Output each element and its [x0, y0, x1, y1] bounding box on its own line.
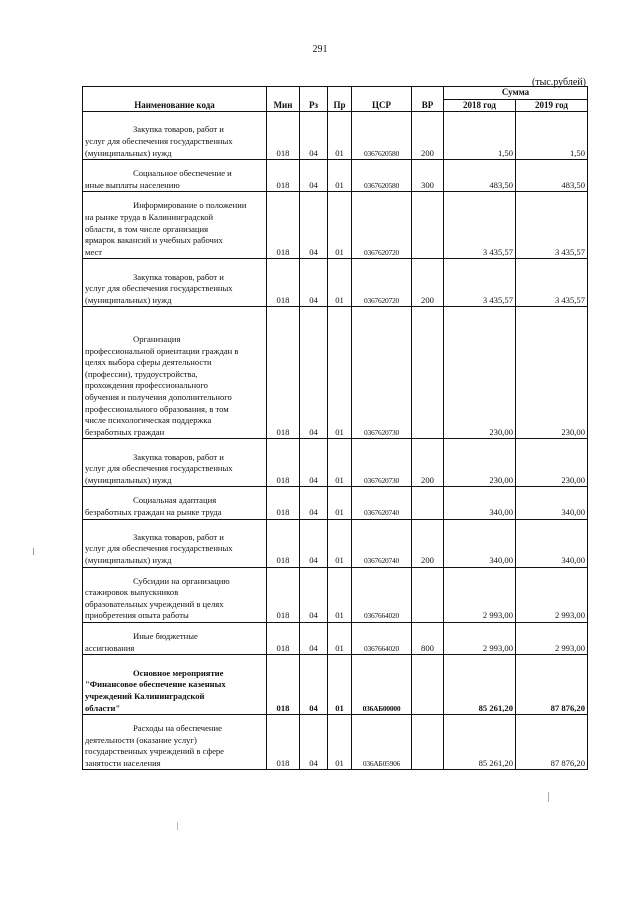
- cell-csr: 0367620730: [352, 307, 412, 439]
- cell-pr: 01: [328, 622, 352, 654]
- cell-vr: [412, 307, 444, 439]
- cell-min: 018: [267, 307, 300, 439]
- cell-name-line: (профессии), трудоустройства,: [85, 368, 198, 379]
- cell-rz: 04: [300, 160, 328, 192]
- table-row: [83, 567, 588, 622]
- cell-name-line: Закупка товаров, работ и: [133, 531, 224, 542]
- cell-rz: 04: [300, 487, 328, 519]
- cell-name-line: (муниципальных) нужд: [85, 554, 172, 565]
- cell-2019: 87 876,20: [516, 655, 588, 715]
- cell-csr: 0367664020: [352, 567, 412, 622]
- cell-pr: 01: [328, 259, 352, 307]
- cell-vr: [412, 567, 444, 622]
- cell-name-line: безработных граждан на рынке труда: [85, 506, 222, 517]
- cell-vr: 200: [412, 259, 444, 307]
- cell-csr: 0367620580: [352, 160, 412, 192]
- cell-min: 018: [267, 487, 300, 519]
- cell-min: 018: [267, 519, 300, 567]
- cell-name-line: Субсидии на организацию: [133, 575, 230, 586]
- cell-name-line: деятельности (оказание услуг): [85, 734, 197, 745]
- scan-speck: [548, 792, 549, 802]
- cell-name: [83, 439, 267, 487]
- cell-rz: 04: [300, 655, 328, 715]
- cell-name-line: услуг для обеспечения государственных: [85, 136, 233, 146]
- cell-name-line: стажировок выпускников: [85, 587, 179, 598]
- table-row: [83, 715, 588, 770]
- cell-2018: 230,00: [444, 439, 516, 487]
- cell-csr: 0367620580: [352, 112, 412, 160]
- cell-vr: 200: [412, 439, 444, 487]
- cell-2019: 3 435,57: [516, 192, 588, 259]
- cell-name-line: образовательных учреждений в целях: [85, 598, 224, 609]
- cell-vr: [412, 487, 444, 519]
- scan-speck: [177, 822, 178, 830]
- cell-rz: 04: [300, 307, 328, 439]
- cell-vr: 300: [412, 160, 444, 192]
- cell-pr: 01: [328, 160, 352, 192]
- header-2018: 2018 год: [444, 99, 516, 112]
- cell-2018: 340,00: [444, 519, 516, 567]
- cell-min: 018: [267, 192, 300, 259]
- cell-min: 018: [267, 439, 300, 487]
- cell-name-line: обучения и получения дополнительного: [85, 391, 232, 402]
- cell-name-line: целях выбора сферы деятельности: [85, 357, 212, 368]
- budget-table: [82, 86, 588, 770]
- table-row: [83, 307, 588, 439]
- cell-csr: 036АБ00000: [352, 655, 412, 715]
- cell-name-line: (муниципальных) нужд: [85, 474, 172, 485]
- cell-2018: 230,00: [444, 307, 516, 439]
- cell-2018: 3 435,57: [444, 192, 516, 259]
- cell-name-line: приобретения опыта работы: [85, 610, 189, 621]
- header-vr: ВР: [412, 87, 444, 112]
- table-row: [83, 439, 588, 487]
- cell-name-line: учреждений Калининградской: [85, 690, 205, 701]
- cell-name-line: государственных учреждений в сфере: [85, 746, 224, 757]
- cell-csr: 0367620740: [352, 487, 412, 519]
- cell-2018: 85 261,20: [444, 655, 516, 715]
- cell-min: 018: [267, 567, 300, 622]
- cell-pr: 01: [328, 192, 352, 259]
- cell-rz: 04: [300, 622, 328, 654]
- cell-csr: 0367620740: [352, 519, 412, 567]
- cell-name-line: услуг для обеспечения государственных: [85, 463, 233, 474]
- cell-name-line: Иные бюджетные: [133, 630, 198, 641]
- cell-2019: 1,50: [516, 112, 588, 160]
- cell-pr: 01: [328, 567, 352, 622]
- cell-pr: 01: [328, 519, 352, 567]
- cell-name: [83, 112, 267, 160]
- cell-name-line: (муниципальных) нужд: [85, 294, 172, 305]
- cell-2019: 2 993,00: [516, 567, 588, 622]
- cell-rz: 04: [300, 715, 328, 770]
- table-body: [83, 112, 588, 770]
- cell-min: 018: [267, 715, 300, 770]
- table-row: [83, 655, 588, 715]
- cell-2019: 3 435,57: [516, 259, 588, 307]
- cell-name-line: Социальное обеспечение и: [133, 168, 232, 179]
- cell-rz: 04: [300, 112, 328, 160]
- cell-pr: 01: [328, 487, 352, 519]
- cell-name-line: услуг для обеспечения государственных: [85, 543, 233, 554]
- cell-rz: 04: [300, 519, 328, 567]
- cell-2019: 340,00: [516, 519, 588, 567]
- cell-min: 018: [267, 655, 300, 715]
- cell-vr: [412, 192, 444, 259]
- cell-2019: 230,00: [516, 307, 588, 439]
- cell-name-line: Закупка товаров, работ и: [133, 271, 224, 282]
- cell-csr: 0367620720: [352, 259, 412, 307]
- cell-2018: 340,00: [444, 487, 516, 519]
- cell-2019: 2 993,00: [516, 622, 588, 654]
- cell-vr: [412, 655, 444, 715]
- cell-vr: 200: [412, 519, 444, 567]
- cell-csr: 0367620730: [352, 439, 412, 487]
- cell-vr: 800: [412, 622, 444, 654]
- cell-2019: 230,00: [516, 439, 588, 487]
- cell-pr: 01: [328, 112, 352, 160]
- cell-vr: [412, 715, 444, 770]
- cell-name-line: Социальная адаптация: [133, 495, 217, 506]
- cell-rz: 04: [300, 259, 328, 307]
- cell-min: 018: [267, 160, 300, 192]
- units-label: (тыс.рублей): [531, 77, 586, 88]
- cell-name-line: профессионального образования, в том: [85, 403, 229, 414]
- cell-csr: 036АБ05906: [352, 715, 412, 770]
- table-row: [83, 487, 588, 519]
- header-name: Наименование кода: [83, 87, 267, 112]
- cell-name-line: Закупка товаров, работ и: [133, 124, 224, 135]
- cell-name: [83, 622, 267, 654]
- header-2019: 2019 год: [516, 99, 588, 112]
- table-row: [83, 192, 588, 259]
- cell-name-line: профессиональной ориентации граждан в: [85, 345, 239, 356]
- cell-name: [83, 160, 267, 192]
- cell-name: [83, 519, 267, 567]
- cell-name-line: Закупка товаров, работ и: [133, 451, 224, 462]
- table-row: [83, 622, 588, 654]
- cell-name-line: услуг для обеспечения государственных: [85, 283, 233, 294]
- cell-rz: 04: [300, 439, 328, 487]
- cell-name-line: мест: [85, 246, 103, 257]
- table-row: [83, 160, 588, 192]
- table-row: [83, 519, 588, 567]
- cell-vr: 200: [412, 112, 444, 160]
- cell-2018: 3 435,57: [444, 259, 516, 307]
- table-row: [83, 259, 588, 307]
- cell-name: [83, 715, 267, 770]
- cell-name-line: на рынке труда в Калининградской: [85, 211, 214, 222]
- cell-2019: 87 876,20: [516, 715, 588, 770]
- cell-name-line: ярмарок вакансий и учебных рабочих: [85, 235, 223, 246]
- header-pr: Пр: [328, 87, 352, 112]
- cell-2018: 2 993,00: [444, 567, 516, 622]
- cell-rz: 04: [300, 192, 328, 259]
- cell-name: [83, 192, 267, 259]
- cell-name-line: Организация: [133, 334, 181, 344]
- cell-name-line: области": [85, 702, 121, 713]
- cell-min: 018: [267, 112, 300, 160]
- header-sum: Сумма: [444, 87, 588, 100]
- cell-pr: 01: [328, 715, 352, 770]
- cell-name-line: числе психологическая поддержка: [85, 415, 212, 426]
- cell-min: 018: [267, 259, 300, 307]
- cell-name-line: Расходы на обеспечение: [133, 723, 222, 734]
- cell-name-line: (муниципальных) нужд: [85, 147, 172, 158]
- cell-name-line: "Финансовое обеспечение казенных: [85, 679, 226, 690]
- cell-name-line: занятости населения: [85, 757, 161, 768]
- cell-min: 018: [267, 622, 300, 654]
- page-number: 291: [312, 44, 328, 55]
- cell-2018: 85 261,20: [444, 715, 516, 770]
- cell-name: [83, 259, 267, 307]
- cell-2019: 483,50: [516, 160, 588, 192]
- cell-name: [83, 567, 267, 622]
- cell-name-line: области, в том числе организация: [85, 223, 209, 234]
- cell-name-line: прохождения профессионального: [85, 380, 208, 391]
- cell-pr: 01: [328, 655, 352, 715]
- cell-name-line: иные выплаты населению: [85, 179, 180, 190]
- cell-pr: 01: [328, 307, 352, 439]
- cell-name: [83, 307, 267, 439]
- cell-csr: 0367620720: [352, 192, 412, 259]
- cell-name-line: Информирование о положении: [133, 200, 247, 211]
- cell-2019: 340,00: [516, 487, 588, 519]
- cell-csr: 0367664020: [352, 622, 412, 654]
- cell-rz: 04: [300, 567, 328, 622]
- header-csr: ЦСР: [352, 87, 412, 112]
- scan-speck: [33, 548, 34, 555]
- header-min: Мин: [267, 87, 300, 112]
- cell-name: [83, 487, 267, 519]
- header-rz: Рз: [300, 87, 328, 112]
- cell-2018: 1,50: [444, 112, 516, 160]
- cell-name-line: безработных граждан: [85, 426, 165, 437]
- table-row: [83, 112, 588, 160]
- cell-name-line: ассигнования: [85, 642, 135, 653]
- cell-2018: 483,50: [444, 160, 516, 192]
- cell-name: [83, 655, 267, 715]
- cell-pr: 01: [328, 439, 352, 487]
- cell-2018: 2 993,00: [444, 622, 516, 654]
- cell-name-line: Основное мероприятие: [133, 667, 224, 678]
